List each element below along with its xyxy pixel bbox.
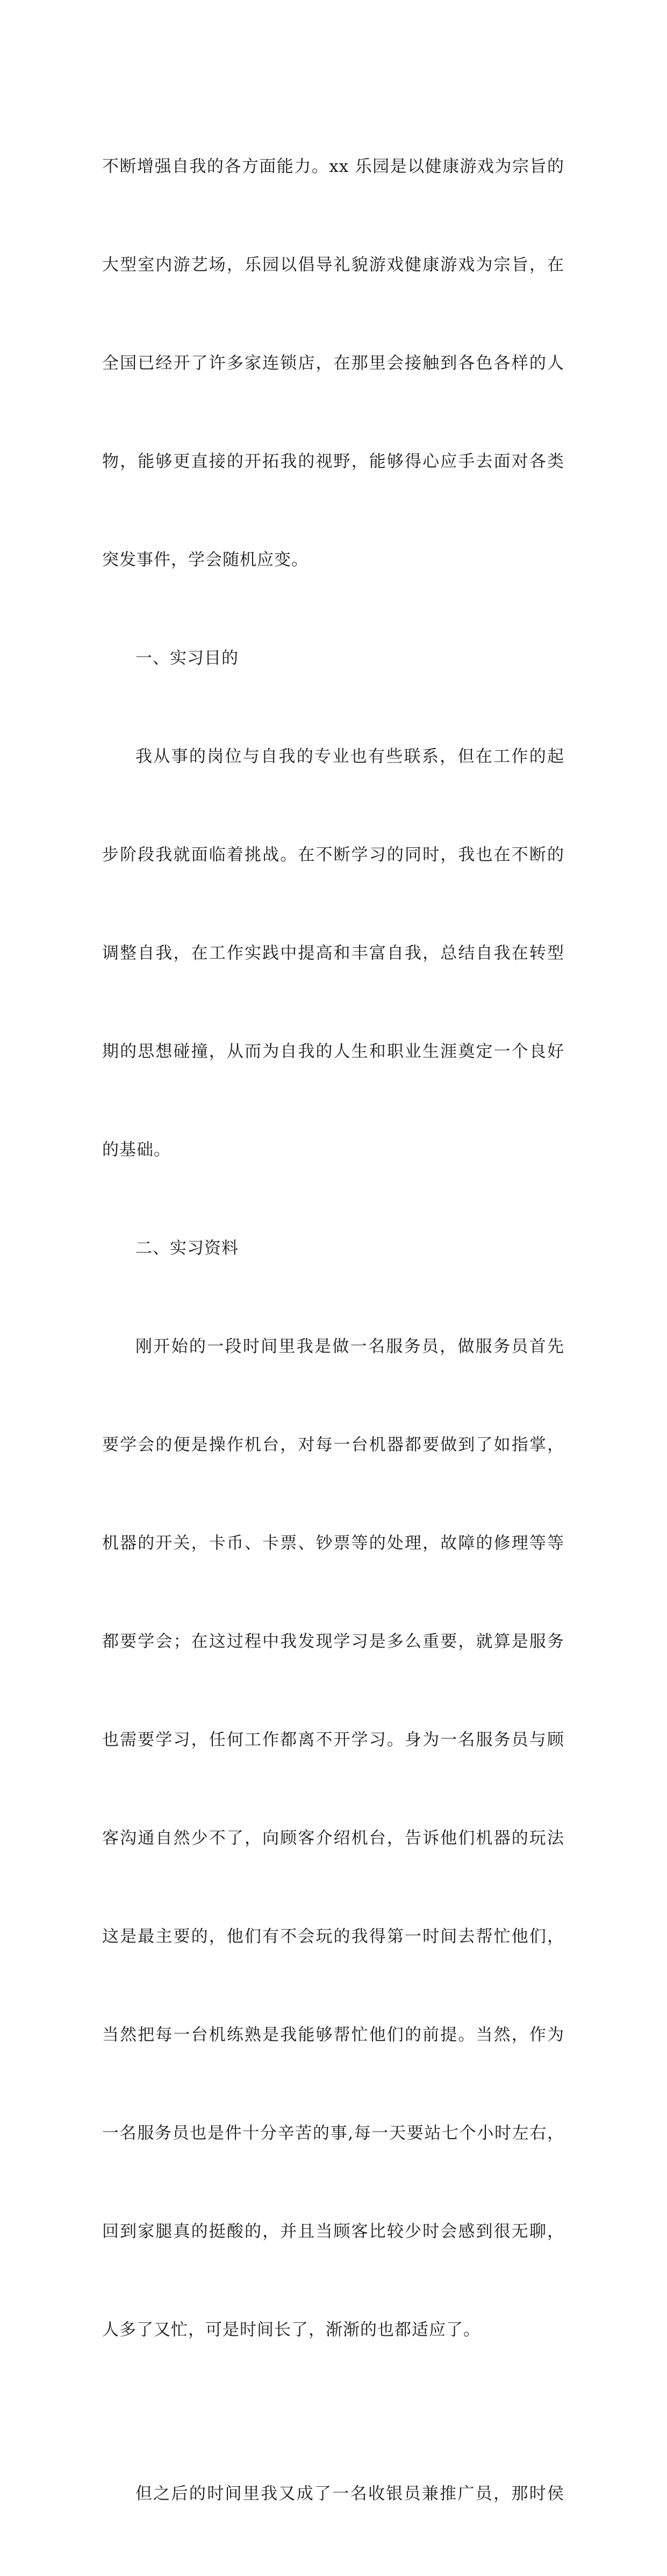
text-line: 期的思想碰撞，从而为自我的人生和职业生涯奠定一个良好 [102, 1042, 564, 1061]
text-line: 但之后的时间里我又成了一名收银员兼推广员，那时侯 [135, 2484, 564, 2503]
paragraph-purpose [102, 675, 564, 1232]
text-line: 步阶段我就面临着挑战。在不断学习的同时，我也在不断的 [102, 845, 564, 865]
text-line: 物，能够更直接的开拓我的视野，能够得心应手去面对各类 [102, 452, 564, 471]
section-heading-content: 二、实习资料 [135, 1239, 239, 1258]
paragraph-intro [102, 85, 564, 642]
text-line: 大型室内游艺场，乐园以倡导礼貌游戏健康游戏为宗旨，在 [102, 255, 564, 275]
text-line: 我从事的岗位与自我的专业也有些联系，但在工作的起 [135, 747, 564, 766]
text-line: 突发事件，学会随机应变。 [102, 550, 309, 570]
paragraph-content [102, 1265, 564, 2412]
text-line: 机器的开关，卡币、卡票、钞票等的处理，故障的修理等等 [102, 1534, 564, 1553]
text-line: 不断增强自我的各方面能力。xx 乐园是以健康游戏为宗旨的 [102, 157, 564, 176]
document-body [102, 85, 564, 2576]
text-line: 人多了又忙，可是时间长了，渐渐的也都适应了。 [102, 2320, 480, 2340]
paragraph-cashier [102, 2412, 564, 2576]
text-line: 全国已经开了许多家连锁店，在那里会接触到各色各样的人 [102, 354, 564, 373]
text-line: 当然把每一台机练熟是我能够帮忙他们的前提。当然，作为 [102, 2025, 564, 2045]
text-line: 这是最主要的，他们有不会玩的我得第一时间去帮忙他们， [102, 1927, 564, 1946]
text-line: 客沟通自然少不了，向顾客介绍机台，告诉他们机器的玩法 [102, 1829, 564, 1848]
text-line: 的基础。 [102, 1140, 171, 1160]
text-line: 回到家腿真的挺酸的，并且当顾客比较少时会感到很无聊， [102, 2222, 564, 2241]
text-line: 一名服务员也是件十分辛苦的事,每一天要站七个小时左右， [102, 2124, 564, 2143]
section-heading-purpose: 一、实习目的 [135, 649, 239, 668]
text-line: 调整自我，在工作实践中提高和丰富自我，总结自我在转型 [102, 944, 564, 963]
text-line: 也需要学习，任何工作都离不开学习。身为一名服务员与顾 [102, 1730, 564, 1750]
text-line: 都要学会；在这过程中我发现学习是多么重要，就算是服务 [102, 1632, 564, 1651]
text-line: 刚开始的一段时间里我是做一名服务员，做服务员首先 [135, 1337, 564, 1356]
text-line: 要学会的便是操作机台，对每一台机器都要做到了如指掌， [102, 1435, 564, 1455]
